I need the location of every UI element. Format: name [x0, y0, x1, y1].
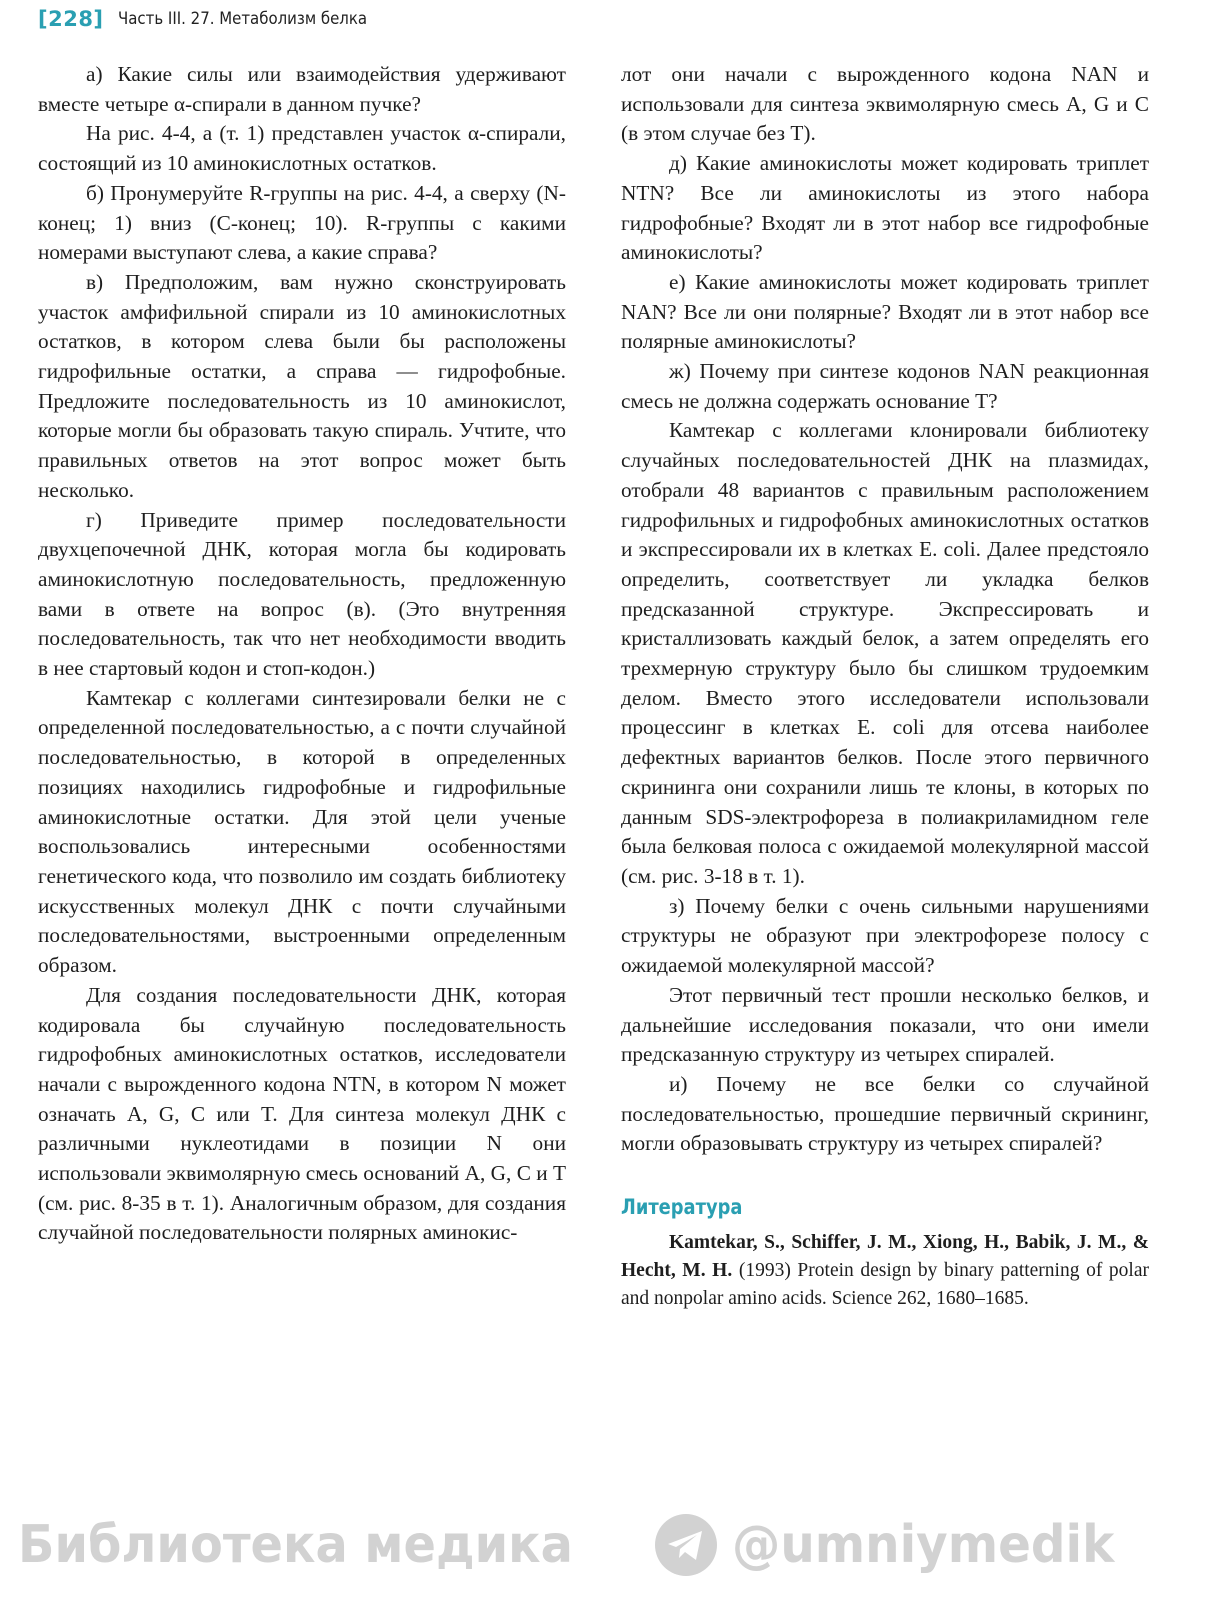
- question-h: з) Почему белки с очень сильными нарушениями структуры не образуют при электрофорезе полосу с ожидаемой молекулярной массой?: [621, 893, 1149, 978]
- paragraph-continued: лот они начали с вырожденного кодона NAN и использовали для синтеза эквимолярную смесь A, G и C (в этом случае без T).: [621, 62, 1149, 146]
- right-column: [621, 60, 1149, 1313]
- page-number: [228]: [38, 7, 104, 31]
- question-f: е) Какие аминокислоты может кодировать триплет NAN? Все ли они полярные? Входят ли в этот набор все полярные аминокислоты?: [621, 269, 1149, 354]
- question-c: в) Предположим, вам нужно сконструировать участок амфифильной спирали из 10 аминокислотных остатков, в котором слева были бы расположены гидрофильные остатки, а справа — гидрофобные. Предложите последовательность из 10 аминокислот, которые могли бы образовать такую спираль. Учтите, что правильных ответов на этот вопрос может быть несколько.: [38, 269, 566, 502]
- reference-authors: Kamtekar, S., Schiffer, J. M., Xiong, H., Babik, J. M., & Hecht, M. H.: [621, 1231, 1149, 1281]
- paragraph: Этот первичный тест прошли несколько белков, и дальнейшие исследования показали, что они имели предсказанную структуру из четырех спиралей.: [621, 982, 1149, 1067]
- question-a: а) Какие силы или взаимодействия удерживают вместе четыре α-спирали в данном пучке?: [38, 62, 566, 116]
- paragraph: На рис. 4-4, а (т. 1) представлен участок α-спирали, состоящий из 10 аминокислотных остатков.: [38, 121, 566, 176]
- question-i: и) Почему не все белки со случайной последовательностью, прошедшие первичный скрининг, могли образовывать структуру из четырех спиралей?: [621, 1071, 1149, 1156]
- question-e: д) Какие аминокислоты может кодировать триплет NTN? Все ли аминокислоты из этого набора гидрофобные? Входят ли в этот набор все гидрофобные аминокислоты?: [621, 151, 1149, 265]
- literature-heading: Литература: [621, 1195, 743, 1220]
- left-column: [38, 60, 566, 1248]
- question-g: ж) Почему при синтезе кодонов NAN реакционная смесь не должна содержать основание T?: [621, 359, 1149, 413]
- reference-details: (1993) Protein design by binary patterning of polar and nonpolar amino acids. Science 262, 1680–1685.: [621, 1259, 1149, 1309]
- watermark: [18, 1505, 1198, 1585]
- reference-entry: [621, 1229, 1149, 1313]
- question-b: б) Пронумеруйте R-группы на рис. 4-4, а сверху (N-конец; 1) вниз (С-конец; 10). R-группы с какими номерами выступают слева, а какие справа?: [38, 180, 566, 265]
- running-head: Часть III. 27. Метаболизм белка: [117, 9, 367, 29]
- paragraph: Для создания последовательности ДНК, которая кодировала бы случайную последовательность гидрофобных аминокислотных остатков, исследователи начали с вырожденного кодона NTN, в котором N может означать A, G, C или T. Для синтеза молекул ДНК с различными нуклеотидами в позиции N они использовали эквимолярную смесь оснований A, G, C и T (см. рис. 8-35 в т. 1). Аналогичным образом, для создания случайной последовательности полярных аминокис-: [38, 982, 566, 1245]
- question-d: г) Приведите пример последовательности двухцепочечной ДНК, которая могла бы кодировать аминокислотную последовательность, предложенную вами в ответе на вопрос (в). (Это внутренняя последовательность, так что нет необходимости вводить в нее стартовый кодон и стоп-кодон.): [38, 507, 566, 681]
- paragraph: Камтекар с коллегами клонировали библиотеку случайных последовательностей ДНК на плазмидах, отобрали 48 вариантов с правильным расположением гидрофильных и гидрофобных аминокислотных остатков и экспрессировали их в клетках E. coli. Далее предстояло определить, соответствует ли укладка белков предсказанной структуре. Экспрессировать и кристаллизовать каждый белок, а затем определять его трехмерную структуру было бы слишком трудоемким делом. Вместо этого исследователи использовали процессинг в клетках E. coli для отсева наиболее дефектных вариантов белков. После этого первичного скрининга они сохранили лишь те клоны, в которых по данным SDS-электрофореза в полиакриламидном геле была белковая полоса с ожидаемой молекулярной массой (см. рис. 3-18 в т. 1).: [621, 418, 1149, 888]
- watermark-left-text: Библиотека медика: [18, 1515, 573, 1575]
- watermark-right-text: @umniymedik: [732, 1515, 1115, 1575]
- paragraph: Камтекар с коллегами синтезировали белки не с определенной последовательностью, а с почти случайной последовательностью, в которой в определенных позициях находились гидрофобные и гидрофильные аминокислотные остатки. Для этой цели ученые воспользовались интересными особенностями генетического кода, что позволило им создать библиотеку искусственных молекул ДНК с почти случайными последовательностями, выстроенными определенным образом.: [38, 685, 566, 978]
- telegram-icon: [654, 1513, 718, 1577]
- page-header: [38, 4, 401, 34]
